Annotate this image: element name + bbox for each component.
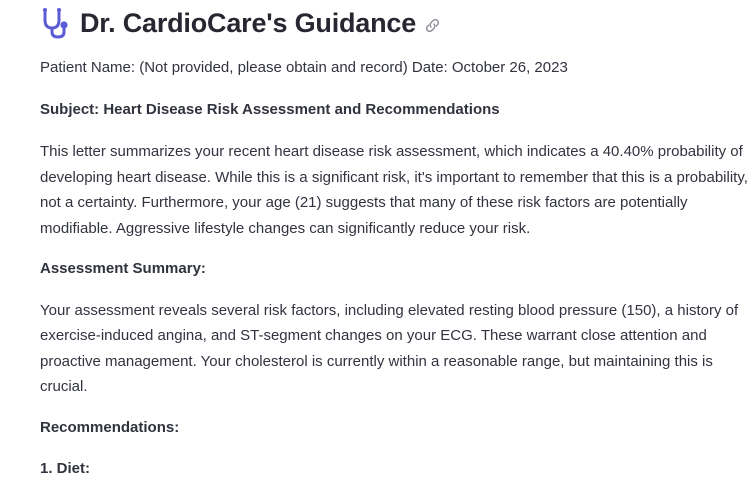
link-icon[interactable] xyxy=(424,17,441,34)
page-header xyxy=(38,0,750,46)
patient-line: Patient Name: (Not provided, please obtain and record) Date: October 26, 2023 xyxy=(40,59,568,76)
summary-heading: Assessment Summary: xyxy=(40,260,206,277)
subject-line: Subject: Heart Disease Risk Assessment and Recommendations xyxy=(40,100,500,118)
summary-paragraph: Your assessment reveals several risk factors, including elevated resting blood pressure (150), a history of exercise-induced angina, and ST-segment changes on your ECG. These warrant close attention and proactive management. Your cholesterol is currently within a reasonable range, but maintaining this is crucial. xyxy=(40,301,739,395)
stethoscope-icon xyxy=(38,6,72,40)
intro-paragraph: This letter summarizes your recent heart disease risk assessment, which indicates a 40.40% probability of developing heart disease. While this is a significant risk, it's important to remember that this is a probability, not a certainty. Furthermore, your age (21) suggests that many of these risk factors are potentially modifiable. Aggressive lifestyle changes can significantly reduce your risk. xyxy=(40,143,748,237)
recommendations-heading: Recommendations: xyxy=(40,418,180,436)
diet-heading: 1. Diet: xyxy=(40,460,91,477)
page-title: Dr. CardioCare's Guidance xyxy=(80,7,417,38)
